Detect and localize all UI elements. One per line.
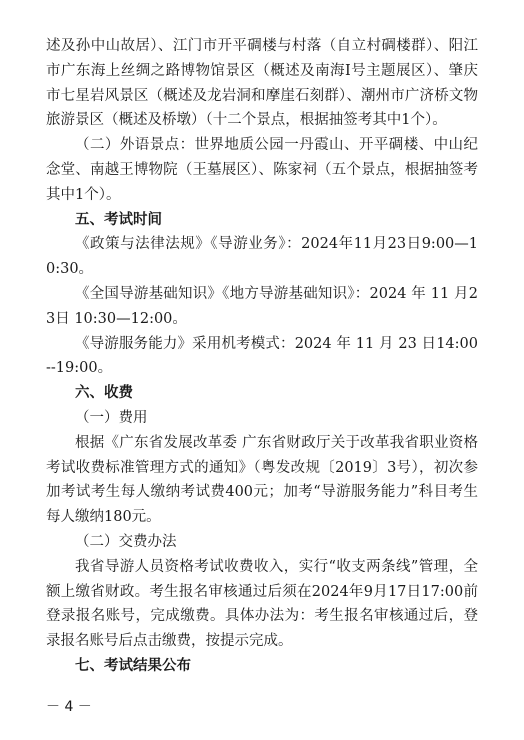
- paragraph-scenic-spots-continued: 述及孙中山故居）、江门市开平碉楼与村落（自立村碉楼群）、阳江市广东海上丝绸之路博物馆景区（概述及南海Ⅰ号主题展区）、肇庆市七星岩风景区（概述及龙岩洞和摩崖石刻群）、潮州市广济桥文物旅游景区（概述及桥墩）（十二个景点，根据抽签考其中1个）。: [46, 38, 478, 129]
- paragraph-exam-time-policy: 《政策与法律法规》《导游业务》：2024年11月23日9:00—10:30。: [46, 236, 478, 278]
- subheading-fee-amount: （一）费用: [75, 409, 148, 426]
- heading-exam-time: 五、考试时间: [75, 211, 162, 228]
- page-number: － 4 －: [46, 699, 92, 715]
- paragraph-payment-method: 我省导游人员资格考试收费收入，实行“收支两条线”管理，全额上缴省财政。考生报名审核通过后须在2024年9月17日17:00前登录报名账号，完成缴费。具体办法为：考生报名审核通过后，登录报名账号后点击缴费，按提示完成。: [46, 558, 478, 650]
- document-page: [46, 34, 478, 679]
- paragraph-exam-time-knowledge: 《全国导游基础知识》《地方导游基础知识》：2024 年 11 月23日 10:30—12:00。: [46, 285, 478, 327]
- heading-results: 七、考试结果公布: [75, 657, 191, 674]
- subheading-payment-method: （二）交费办法: [75, 533, 177, 550]
- paragraph-fee-amount: 根据《广东省发展改革委 广东省财政厅关于改革我省职业资格考试收费标准管理方式的通知》（粤发改规〔2019〕3号），初次参加考试考生每人缴纳考试费400元；加考“导游服务能力”科目考生每人缴纳180元。: [46, 434, 478, 526]
- paragraph-exam-time-service: 《导游服务能力》采用机考模式：2024 年 11 月 23 日14:00--19:00。: [46, 335, 478, 377]
- paragraph-foreign-language-spots: （二）外语景点：世界地质公园一丹霞山、开平碉楼、中山纪念堂、南越王博物院（王墓展区）、陈家祠（五个景点，根据抽签考其中1个）。: [46, 137, 478, 203]
- heading-fees: 六、收费: [75, 385, 133, 402]
